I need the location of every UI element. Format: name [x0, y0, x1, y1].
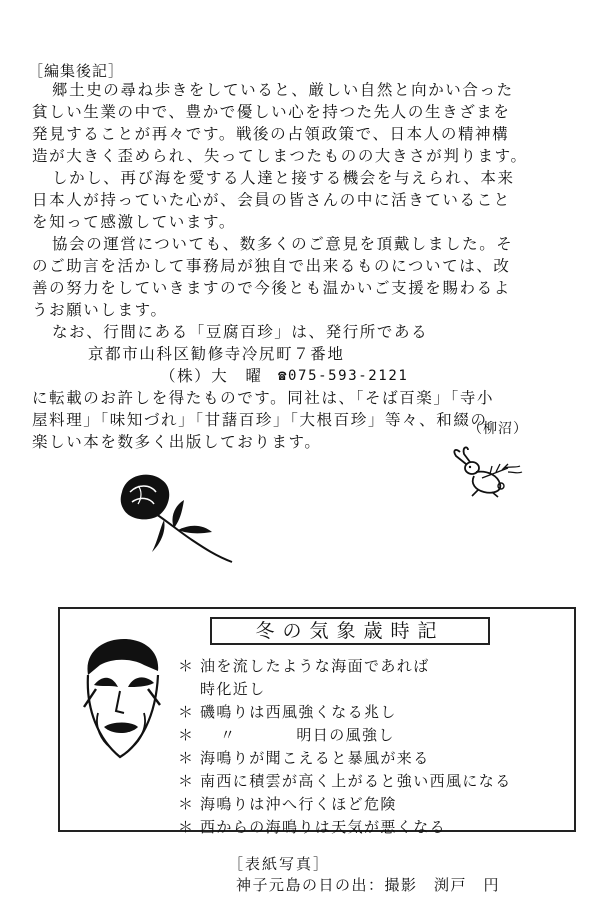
list-item [178, 770, 512, 793]
text-line: なお、行間にある「豆腐百珍」は、発行所である [52, 323, 429, 341]
list-item [178, 816, 512, 839]
editorial-paragraph-3 [32, 233, 592, 321]
saying-text: 海鳴りは沖へ行くほど危険 [200, 795, 397, 813]
text-line: しかし、再び海を愛する人達と接する機会を与えられ、本来 [52, 169, 515, 187]
editorial-paragraph-1 [32, 79, 592, 167]
text-line: 日本人が持っていた心が、会員の皆さんの中に活きていること [32, 191, 511, 209]
asterisk-bullet: ＊ [178, 772, 195, 790]
asterisk-bullet: ＊ [178, 657, 195, 675]
kabuki-mask-icon [74, 635, 166, 763]
camellia-flower-icon [108, 462, 236, 572]
text-line: 郷土史の尋ね歩きをしていると、厳しい自然と向かい合った [52, 81, 514, 99]
text-line: 屋料理」「味知づれ」「甘藷百珍」「大根百珍」等々、和綴の [32, 411, 488, 429]
list-item [178, 793, 512, 816]
cover-photo-heading: ［表紙写真］ [228, 855, 331, 873]
editorial-heading: ［編集後記］ [28, 62, 125, 80]
text-line: うお願いします。 [32, 301, 168, 319]
asterisk-bullet: ＊ [178, 726, 195, 744]
saying-text: 海鳴りが聞こえると暴風が来る [200, 749, 430, 767]
saying-text: 油を流したような海面であれば [200, 657, 430, 675]
publisher-address: 京都市山科区勧修寺冷尻町７番地 [88, 345, 345, 363]
list-item-continuation: 時化近し [200, 680, 266, 698]
publisher-phone: ☎075-593-2121 [278, 368, 409, 384]
cover-photo-caption: 神子元島の日の出：撮影 渕戸 円 [236, 876, 501, 894]
publisher-name: （株）大 曜 [160, 367, 263, 385]
saying-text: 西からの海鳴りは天気が悪くなる [200, 818, 447, 836]
list-item [178, 701, 512, 724]
rabbit-illustration-icon [448, 446, 526, 498]
editor-signature: （柳沼） [468, 421, 528, 437]
asterisk-bullet: ＊ [178, 703, 195, 721]
weather-almanac-box [58, 607, 576, 836]
editorial-paragraph-2 [32, 167, 592, 233]
list-item [178, 724, 512, 747]
weather-almanac-title: 冬の気象歳時記 [210, 617, 490, 645]
saying-text: 磯鳴りは西風強くなる兆し [200, 703, 397, 721]
text-line: を知って感激しています。 [32, 213, 236, 231]
text-line: 善の努力をしていきますので今後とも温かいご支援を賜わるよ [32, 279, 511, 297]
text-line: 発見することが再々です。戦後の占領政策で、日本人の精神構 [32, 125, 510, 143]
saying-text: 南西に積雲が高く上がると強い西風になる [200, 772, 512, 790]
text-line: 造が大きく歪められ、失ってしまつたものの大きさが判ります。 [32, 147, 528, 165]
list-item [178, 655, 512, 678]
text-line: のご助言を活かして事務局が独自で出来るものについては、改 [32, 257, 511, 275]
asterisk-bullet: ＊ [178, 749, 195, 767]
editorial-paragraph-4-intro [32, 321, 592, 343]
text-line: 貧しい生業の中で、豊かで優しい心を持つた先人の生きざまを [32, 103, 511, 121]
text-line: 楽しい本を数多く出版しております。 [32, 433, 322, 451]
weather-sayings-list [178, 655, 512, 839]
ditto-mark: 〃 [220, 726, 237, 744]
text-line: に転載のお許しを得たものです。同社は、「そば百楽」「寺小 [32, 389, 495, 407]
list-item [178, 747, 512, 770]
saying-text: 明日の風強し [296, 726, 395, 744]
asterisk-bullet: ＊ [178, 818, 195, 836]
asterisk-bullet: ＊ [178, 795, 195, 813]
text-line: 協会の運営についても、数多くのご意見を頂戴しました。そ [52, 235, 514, 253]
